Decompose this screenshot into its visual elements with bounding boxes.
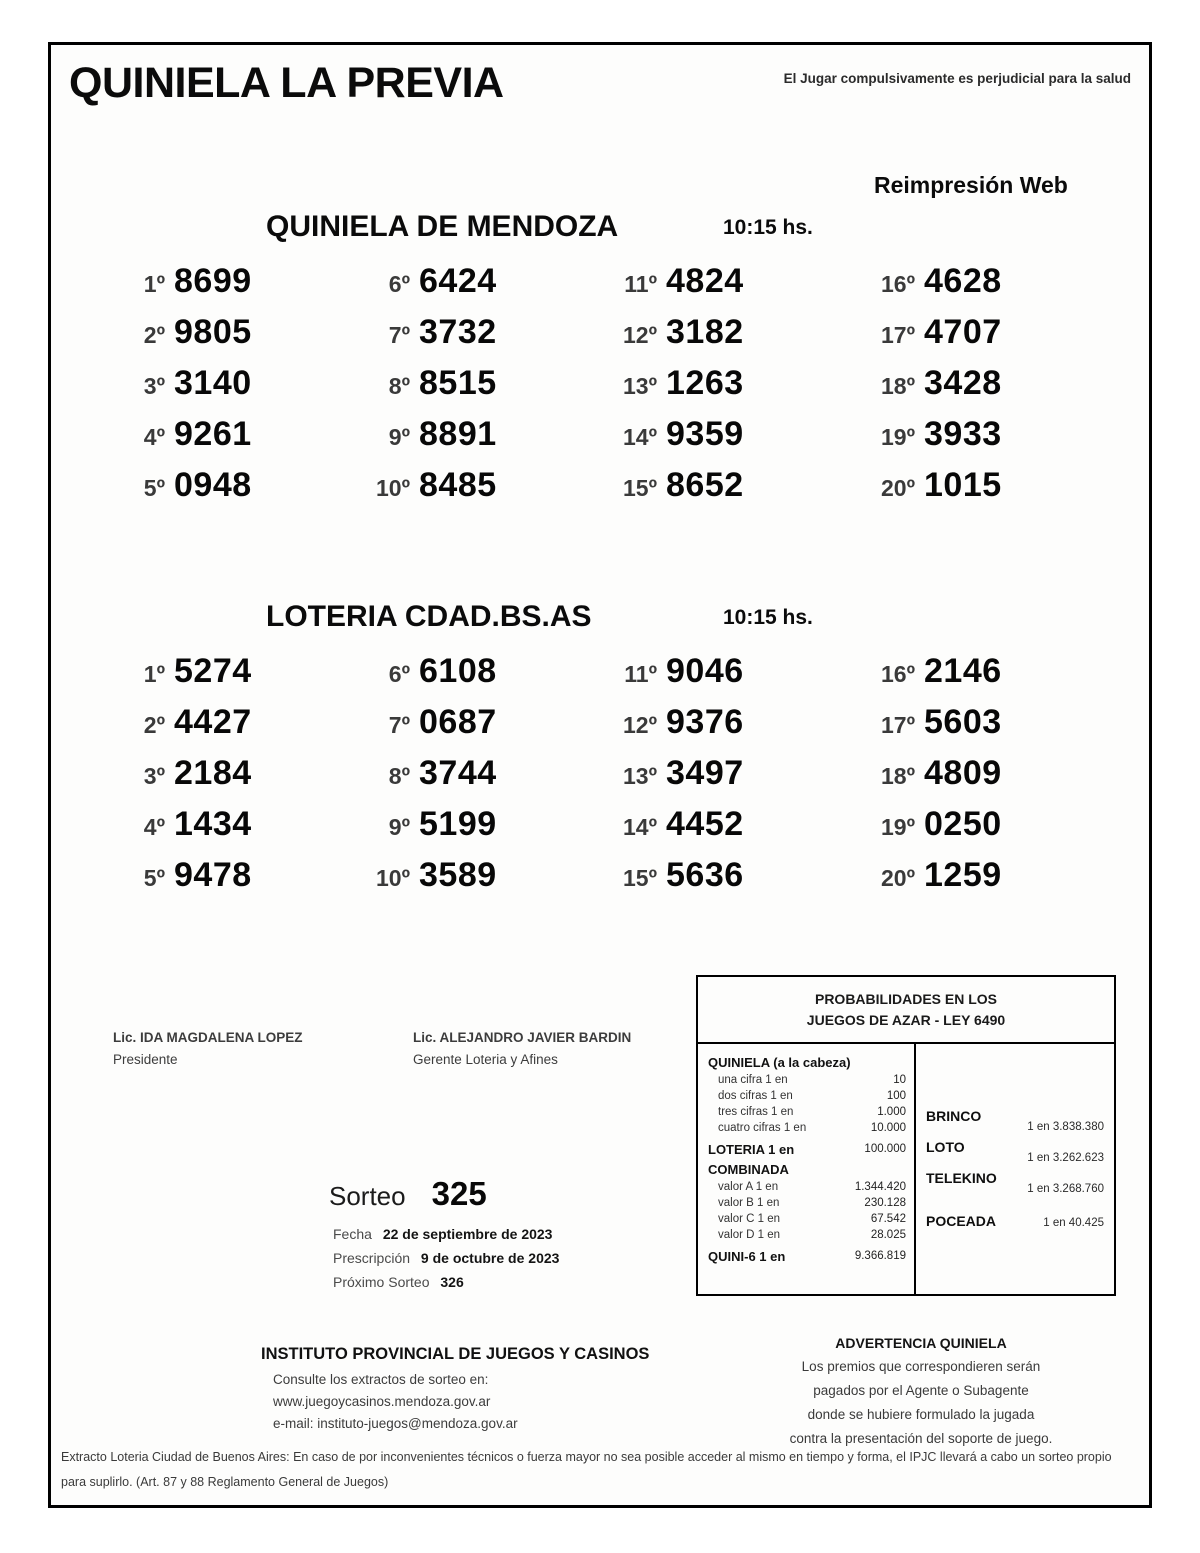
result-number: 8699 xyxy=(174,262,252,300)
result-position: 14º xyxy=(623,814,657,840)
result-row xyxy=(356,415,606,466)
odds-label: valor C 1 en xyxy=(718,1213,781,1225)
result-row xyxy=(603,364,853,415)
institute-block xyxy=(261,1345,721,1435)
result-row xyxy=(861,466,1111,517)
result-row xyxy=(111,703,361,754)
result-row xyxy=(111,856,361,907)
game-odds: 1 en 40.425 xyxy=(1043,1217,1104,1229)
result-position: 12º xyxy=(623,712,657,738)
result-number: 4809 xyxy=(924,754,1002,792)
odds-label: dos cifras 1 en xyxy=(718,1090,793,1102)
draw-time: 10:15 hs. xyxy=(723,216,813,239)
result-position: 9º xyxy=(388,424,410,450)
result-number: 6424 xyxy=(419,262,497,300)
result-position: 13º xyxy=(623,763,657,789)
odds-label: valor A 1 en xyxy=(718,1181,779,1193)
result-position: 14º xyxy=(623,424,657,450)
odds-value: 67.542 xyxy=(870,1213,906,1225)
quini6-odds-row xyxy=(708,1247,906,1266)
result-number: 4707 xyxy=(924,313,1002,351)
signature-manager xyxy=(413,1027,631,1071)
page-title: QUINIELA LA PREVIA xyxy=(69,59,504,107)
quiniela-odds-row xyxy=(708,1072,906,1088)
probabilities-title xyxy=(698,977,1114,1042)
institute-website[interactable]: www.juegoycasinos.mendoza.gov.ar xyxy=(273,1394,491,1409)
sorteo-proximo-label: Próximo Sorteo xyxy=(333,1274,430,1290)
result-number: 9359 xyxy=(666,415,744,453)
result-position: 4º xyxy=(143,424,165,450)
result-number: 5636 xyxy=(666,856,744,894)
result-row xyxy=(603,652,853,703)
odds-value: 100.000 xyxy=(864,1143,906,1155)
result-number: 2184 xyxy=(174,754,252,792)
result-position: 4º xyxy=(143,814,165,840)
result-number: 3182 xyxy=(666,313,744,351)
result-number: 5603 xyxy=(924,703,1002,741)
sorteo-number: 325 xyxy=(431,1175,487,1212)
result-row xyxy=(603,313,853,364)
sorteo-proximo-row xyxy=(329,1270,669,1294)
result-position: 1º xyxy=(143,661,165,687)
combinada-odds-row xyxy=(708,1179,906,1195)
result-number: 6108 xyxy=(419,652,497,690)
odds-value: 10.000 xyxy=(870,1122,906,1134)
advertencia-line: pagados por el Agente o Subagente xyxy=(813,1383,1029,1398)
results-column xyxy=(111,262,361,517)
draw-time: 10:15 hs. xyxy=(723,606,813,629)
result-row xyxy=(111,415,361,466)
result-number: 2146 xyxy=(924,652,1002,690)
poceada-odds-item xyxy=(926,1213,1104,1229)
draw-header xyxy=(51,590,1149,646)
results-column xyxy=(603,262,853,517)
advertencia-title: ADVERTENCIA QUINIELA xyxy=(835,1335,1007,1351)
telekino-odds-item xyxy=(926,1170,1104,1195)
result-position: 2º xyxy=(143,322,165,348)
results-grid xyxy=(51,652,1149,912)
result-number: 9376 xyxy=(666,703,744,741)
results-column xyxy=(861,652,1111,907)
sorteo-fecha-row xyxy=(329,1222,669,1246)
result-sheet xyxy=(48,42,1152,1508)
probabilities-box xyxy=(696,975,1116,1296)
result-position: 16º xyxy=(881,661,915,687)
institute-line: Consulte los extractos de sorteo en: xyxy=(273,1372,489,1387)
signature-block xyxy=(113,1027,733,1083)
result-number: 4628 xyxy=(924,262,1002,300)
combinada-odds-row xyxy=(708,1195,906,1211)
result-number: 1015 xyxy=(924,466,1002,504)
odds-label: cuatro cifras 1 en xyxy=(718,1122,807,1134)
sorteo-label: Sorteo xyxy=(329,1181,406,1211)
game-name: POCEADA xyxy=(926,1213,997,1229)
result-position: 7º xyxy=(388,322,410,348)
brinco-odds-item xyxy=(926,1108,1104,1133)
result-position: 5º xyxy=(143,475,165,501)
probabilities-title-line2: JUEGOS DE AZAR - LEY 6490 xyxy=(806,1012,1006,1028)
result-position: 12º xyxy=(623,322,657,348)
result-row xyxy=(111,805,361,856)
probabilities-left-column xyxy=(698,1044,916,1294)
result-position: 19º xyxy=(881,814,915,840)
result-position: 20º xyxy=(881,865,915,891)
game-odds: 1 en 3.838.380 xyxy=(1027,1121,1104,1133)
result-number: 3933 xyxy=(924,415,1002,453)
sorteo-prescripcion-label: Prescripción xyxy=(333,1250,411,1266)
combinada-group-title: COMBINADA xyxy=(708,1162,789,1177)
result-row xyxy=(861,652,1111,703)
result-position: 15º xyxy=(623,865,657,891)
odds-value: 10 xyxy=(893,1074,906,1086)
result-position: 8º xyxy=(388,373,410,399)
result-number: 5199 xyxy=(419,805,497,843)
result-number: 0948 xyxy=(174,466,252,504)
quiniela-odds-row xyxy=(708,1088,906,1104)
draw-section-caba xyxy=(51,590,1149,912)
quiniela-odds-row xyxy=(708,1104,906,1120)
quiniela-group-title: QUINIELA (a la cabeza) xyxy=(708,1055,851,1070)
probabilities-right-column xyxy=(916,1044,1114,1294)
result-number: 0687 xyxy=(419,703,497,741)
result-position: 3º xyxy=(143,763,165,789)
result-row xyxy=(111,262,361,313)
result-position: 15º xyxy=(623,475,657,501)
results-column xyxy=(356,262,606,517)
result-row xyxy=(603,703,853,754)
result-position: 6º xyxy=(388,661,410,687)
signature-name: Lic. ALEJANDRO JAVIER BARDIN xyxy=(413,1030,632,1045)
result-row xyxy=(861,415,1111,466)
probabilities-body xyxy=(698,1042,1114,1294)
result-row xyxy=(356,313,606,364)
result-row xyxy=(111,364,361,415)
advertencia-line: contra la presentación del soporte de juego. xyxy=(789,1431,1053,1446)
result-row xyxy=(111,466,361,517)
game-odds: 1 en 3.262.623 xyxy=(1027,1152,1104,1164)
odds-value: 100 xyxy=(886,1090,906,1102)
draw-header xyxy=(51,172,1149,256)
result-row xyxy=(603,754,853,805)
results-column xyxy=(603,652,853,907)
result-number: 0250 xyxy=(924,805,1002,843)
footer-disclaimer: Extracto Loteria Ciudad de Buenos Aires: En caso de por inconvenientes técnicos o fuerza mayor no sea posible acceder al mismo en tiempo y forma, el IPJC llevará a cabo un sorteo propio para suplirlo. (Art. 87 y 88 Reglamento General de Juegos) xyxy=(61,1450,1112,1489)
result-number: 3428 xyxy=(924,364,1002,402)
result-position: 3º xyxy=(143,373,165,399)
result-position: 10º xyxy=(376,475,410,501)
result-position: 19º xyxy=(881,424,915,450)
result-position: 17º xyxy=(881,712,915,738)
result-number: 1259 xyxy=(924,856,1002,894)
result-position: 10º xyxy=(376,865,410,891)
result-position: 5º xyxy=(143,865,165,891)
result-row xyxy=(356,805,606,856)
odds-value: 1.000 xyxy=(877,1106,906,1118)
result-row xyxy=(603,466,853,517)
result-row xyxy=(603,262,853,313)
odds-label: tres cifras 1 en xyxy=(718,1106,794,1118)
result-position: 16º xyxy=(881,271,915,297)
result-position: 8º xyxy=(388,763,410,789)
combinada-odds-row xyxy=(708,1227,906,1243)
institute-email[interactable]: e-mail: instituto-juegos@mendoza.gov.ar xyxy=(273,1416,518,1431)
result-number: 1263 xyxy=(666,364,744,402)
quiniela-odds-row xyxy=(708,1120,906,1136)
result-row xyxy=(861,364,1111,415)
result-number: 8485 xyxy=(419,466,497,504)
result-number: 5274 xyxy=(174,652,252,690)
result-position: 11º xyxy=(624,271,657,297)
sorteo-prescripcion-row xyxy=(329,1246,669,1270)
result-row xyxy=(356,703,606,754)
draw-title: LOTERIA CDAD.BS.AS xyxy=(266,600,592,633)
result-number: 9478 xyxy=(174,856,252,894)
result-row xyxy=(861,805,1111,856)
result-number: 4427 xyxy=(174,703,252,741)
result-row xyxy=(356,856,606,907)
result-position: 18º xyxy=(881,373,915,399)
odds-value: 9.366.819 xyxy=(854,1250,906,1262)
result-row xyxy=(861,856,1111,907)
combinada-odds-row xyxy=(708,1211,906,1227)
result-row xyxy=(861,754,1111,805)
advertencia-block xyxy=(741,1335,1101,1451)
result-row xyxy=(861,313,1111,364)
result-row xyxy=(356,364,606,415)
result-position: 7º xyxy=(388,712,410,738)
health-warning-text: El Jugar compulsivamente es perjudicial para la salud xyxy=(783,71,1131,86)
probabilities-title-line1: PROBABILIDADES EN LOS xyxy=(814,991,997,1007)
institute-title: INSTITUTO PROVINCIAL DE JUEGOS Y CASINOS xyxy=(261,1345,650,1363)
result-row xyxy=(603,415,853,466)
result-number: 3744 xyxy=(419,754,497,792)
result-number: 9261 xyxy=(174,415,252,453)
odds-label: valor B 1 en xyxy=(718,1197,780,1209)
game-name: TELEKINO xyxy=(926,1170,997,1186)
result-position: 1º xyxy=(143,271,165,297)
odds-label: valor D 1 en xyxy=(718,1229,781,1241)
sorteo-info xyxy=(329,1175,669,1294)
odds-value: 230.128 xyxy=(864,1197,906,1209)
result-number: 3497 xyxy=(666,754,744,792)
result-number: 4824 xyxy=(666,262,744,300)
signature-role: Gerente Loteria y Afines xyxy=(413,1052,558,1067)
signature-president xyxy=(113,1027,303,1071)
sorteo-heading xyxy=(329,1175,669,1213)
result-number: 3589 xyxy=(419,856,497,894)
masthead xyxy=(69,59,1137,123)
loteria-odds-row xyxy=(708,1140,906,1159)
result-number: 3140 xyxy=(174,364,252,402)
sorteo-fecha-label: Fecha xyxy=(333,1226,372,1242)
result-number: 9046 xyxy=(666,652,744,690)
signature-role: Presidente xyxy=(113,1052,178,1067)
game-name: LOTO xyxy=(926,1139,965,1155)
game-odds: 1 en 3.268.760 xyxy=(1027,1183,1104,1195)
sorteo-proximo-value: 326 xyxy=(440,1274,464,1290)
result-number: 1434 xyxy=(174,805,252,843)
result-number: 3732 xyxy=(419,313,497,351)
result-position: 6º xyxy=(388,271,410,297)
result-number: 8652 xyxy=(666,466,744,504)
advertencia-line: Los premios que correspondieren serán xyxy=(801,1359,1041,1374)
result-row xyxy=(111,652,361,703)
sorteo-prescripcion-value: 9 de octubre de 2023 xyxy=(420,1250,560,1266)
draw-title: QUINIELA DE MENDOZA xyxy=(266,210,619,243)
result-row xyxy=(603,856,853,907)
result-row xyxy=(356,466,606,517)
result-position: 17º xyxy=(881,322,915,348)
odds-value: 1.344.420 xyxy=(854,1181,906,1193)
signature-name: Lic. IDA MAGDALENA LOPEZ xyxy=(113,1030,303,1045)
results-column xyxy=(111,652,361,907)
result-position: 2º xyxy=(143,712,165,738)
result-number: 4452 xyxy=(666,805,744,843)
odds-label: una cifra 1 en xyxy=(718,1074,788,1086)
result-position: 20º xyxy=(881,475,915,501)
result-row xyxy=(356,754,606,805)
advertencia-line: donde se hubiere formulado la jugada xyxy=(807,1407,1035,1422)
result-position: 9º xyxy=(388,814,410,840)
result-number: 9805 xyxy=(174,313,252,351)
odds-label: QUINI-6 1 en xyxy=(708,1249,786,1264)
loto-odds-item xyxy=(926,1139,1104,1164)
odds-label: LOTERIA 1 en xyxy=(708,1142,795,1157)
draw-section-mendoza xyxy=(51,172,1149,522)
result-row xyxy=(356,652,606,703)
result-position: 11º xyxy=(624,661,657,687)
results-column xyxy=(356,652,606,907)
result-position: 13º xyxy=(623,373,657,399)
results-grid xyxy=(51,262,1149,522)
sorteo-fecha-value: 22 de septiembre de 2023 xyxy=(382,1226,553,1242)
result-row xyxy=(111,313,361,364)
result-row xyxy=(111,754,361,805)
result-row xyxy=(861,703,1111,754)
result-row xyxy=(356,262,606,313)
result-number: 8515 xyxy=(419,364,497,402)
result-row xyxy=(861,262,1111,313)
result-position: 18º xyxy=(881,763,915,789)
reprint-badge: Reimpresión Web xyxy=(874,172,1068,198)
results-column xyxy=(861,262,1111,517)
game-name: BRINCO xyxy=(926,1108,982,1124)
result-number: 8891 xyxy=(419,415,497,453)
odds-value: 28.025 xyxy=(870,1229,906,1241)
result-row xyxy=(603,805,853,856)
